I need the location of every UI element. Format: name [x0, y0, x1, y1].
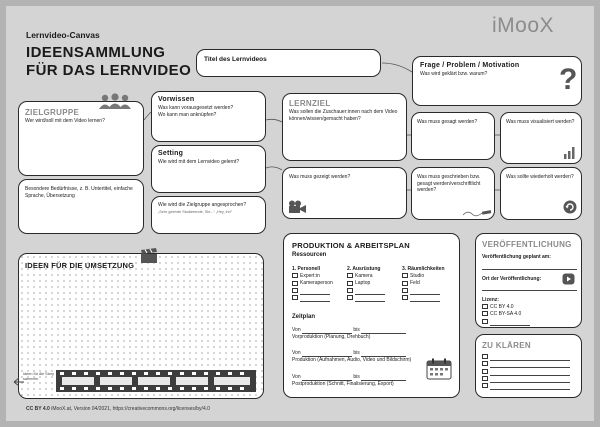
- produktion-label: PRODUKTION & ARBEITSPLAN: [292, 241, 410, 250]
- checkbox-item[interactable]: Feld: [402, 280, 445, 287]
- veroeffentlichung-label: VERÖFFENTLICHUNG: [482, 240, 572, 249]
- zielgruppe-label: ZIELGRUPPE: [25, 108, 80, 117]
- geschrieben-question: Was muss geschrieben bzw. gesagt werden/verschriftlicht werden?: [417, 174, 481, 193]
- frage-question: Was wird geklärt bzw. warum?: [420, 71, 488, 77]
- ansprache-question: Wie wird die Zielgruppe angesprochen?: [158, 202, 247, 208]
- checkbox-item[interactable]: Studio: [402, 273, 445, 280]
- page-title-line1: IDEENSAMMLUNG: [26, 44, 166, 61]
- question-mark-icon: ?: [559, 63, 578, 96]
- wiederholt-question: Was sollte wiederholt werden?: [506, 174, 574, 180]
- raeumlichkeiten-title: 3. Räumlichkeiten: [402, 266, 445, 272]
- phase-postproduktion[interactable]: Von bis Postproduktion (Schnitt, Finalisierung, Export): [292, 374, 452, 388]
- beduerfnisse-text: Besondere Bedürfnisse, z. B. Untertitel, einfache Sprache, Übersetzung: [25, 186, 133, 199]
- titel-label: Titel des Lernvideos: [204, 56, 267, 63]
- setting-label: Setting: [158, 150, 184, 157]
- zielgruppe-question: Wer wird/soll mit dem Video lernen?: [25, 118, 105, 124]
- zeitplan-heading: Zeitplan: [292, 314, 316, 320]
- footer-text: iMooX.at, Version 04/2021, https://creativecommons.org/licenses/by/4.0: [51, 406, 210, 412]
- footer-license: CC BY 4.0: [26, 406, 50, 412]
- license-option[interactable]: CC BY 4.0: [482, 304, 530, 311]
- checkbox-item[interactable]: Kamera: [347, 273, 385, 280]
- ansprache-hint: „Sehr geehrte Studierende, Sie...“ „Hey, ihr!“: [158, 210, 233, 214]
- phase-vorproduktion[interactable]: Von bis Vorproduktion (Planung, Drehbuch): [292, 327, 452, 341]
- gezeigt-question: Was muss gezeigt werden?: [289, 174, 351, 180]
- license-option[interactable]: CC BY-SA 4.0: [482, 311, 530, 318]
- lizenz-label: Lizenz:: [482, 297, 499, 303]
- personell-title: 1. Personell: [292, 266, 321, 272]
- footer: [26, 406, 210, 412]
- checkbox-item[interactable]: Expert:in: [292, 273, 333, 280]
- visualisiert-question: Was muss visualisiert werden?: [506, 119, 575, 125]
- checkbox-item[interactable]: Laptop: [347, 280, 385, 287]
- lernziel-question: Was sollen die Zuschauer:innen nach dem Video können/wissen/gemacht haben?: [289, 109, 398, 122]
- checkbox-item[interactable]: Kameraperson: [292, 280, 333, 287]
- canvas-subtitle: Lernvideo-Canvas: [26, 30, 100, 40]
- lernziel-label: LERNZIEL: [289, 99, 331, 108]
- gesagt-question: Was muss gesagt werden?: [417, 119, 478, 125]
- ideen-label: IDEEN FÜR DIE UMSETZUNG: [25, 261, 135, 270]
- vorwissen-question-1: Was kann vorausgesetzt werden?: [158, 105, 234, 111]
- vorwissen-question-2: Wo kann man anknüpfen?: [158, 112, 217, 118]
- imoox-logo: iMooX: [492, 14, 555, 37]
- phase-produktion[interactable]: Von bis Produktion (Aufnahmen, Audio, Video und Bildschirm): [292, 350, 412, 364]
- vorwissen-label: Vorwissen: [158, 96, 195, 103]
- ideen-note: Ideen für die Story sammeln: [23, 372, 55, 381]
- geplant-label: Veröffentlichung geplant am:: [482, 254, 551, 260]
- ressourcen-heading: Ressourcen: [292, 252, 327, 258]
- ort-label: Ort der Veröffentlichung:: [482, 276, 542, 282]
- frage-label: Frage / Problem / Motivation: [420, 62, 520, 69]
- setting-question: Wie wird mit dem Lernvideo gelernt?: [158, 159, 240, 165]
- ausruestung-title: 2. Ausrüstung: [347, 266, 381, 272]
- page-title-line2: FÜR DAS LERNVIDEO: [26, 62, 192, 79]
- klaeren-label: ZU KLÄREN: [482, 341, 531, 350]
